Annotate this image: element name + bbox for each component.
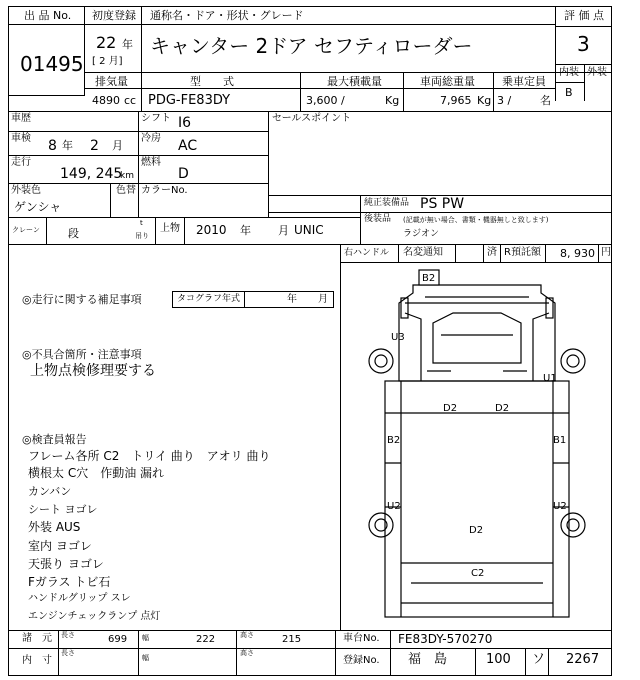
inspector-line: Fガラス トビ石 <box>28 575 111 589</box>
lot-label: 出 品 No. <box>24 9 72 22</box>
exterior-grade-label: 外装 <box>587 67 607 78</box>
grade-label: 評 価 点 <box>564 9 604 22</box>
inspection-year-unit: 年 <box>62 139 73 152</box>
name-change-label: 名変通知 <box>403 247 443 258</box>
vin-label: 車台No. <box>343 633 380 644</box>
mark-b2-left: B2 <box>387 435 401 446</box>
cooler-value: AC <box>178 138 198 154</box>
exterior-color-label: 外装色 <box>11 185 41 196</box>
right-hand-drive-label: 右ハンドル <box>344 248 390 258</box>
recycle-amount: 8, 930 <box>560 247 595 260</box>
plate-label: 登録No. <box>343 655 380 666</box>
fuel-value: D <box>178 166 189 182</box>
mark-u2-left: U2 <box>387 501 401 512</box>
body-year-unit: 年 <box>240 224 251 237</box>
crane-ton-unit: t <box>140 219 143 227</box>
plate-region: 福 島 <box>408 652 448 667</box>
tachograph-year-unit: 年 <box>287 294 297 305</box>
color-code-label: カラーNo. <box>141 185 188 196</box>
inner-dimensions-label: 内 寸 <box>22 655 52 666</box>
height-label: 高さ <box>240 631 254 639</box>
max-load-label: 最大積載量 <box>327 75 382 88</box>
aftermarket-value: ラジオン <box>403 229 440 239</box>
inspector-line: カンバン <box>28 485 72 498</box>
fuel-label: 燃料 <box>141 157 161 168</box>
tachograph-month-unit: 月 <box>318 294 328 305</box>
mark-d2-right: D2 <box>495 403 510 414</box>
registration-year: 22 <box>96 33 117 52</box>
lot-number: 01495 <box>20 52 84 76</box>
length-label: 長さ <box>61 631 75 639</box>
recycle-done: 済 <box>487 247 497 258</box>
max-load-unit: Kg <box>385 94 400 107</box>
registration-month: [ 2 月] <box>92 56 123 67</box>
capacity-unit: 名 <box>540 94 551 107</box>
defect-line: 上物点検修理要する <box>30 363 156 379</box>
mileage-value: 149, 245 <box>60 166 123 182</box>
outer-width: 222 <box>196 634 216 645</box>
recycle-label: R預託額 <box>504 247 541 258</box>
outer-length: 699 <box>108 634 128 645</box>
crane-label: クレーン <box>12 226 40 234</box>
body-maker: UNIC <box>294 223 324 237</box>
sales-point-label: セールスポイント <box>272 113 352 124</box>
exterior-color-value: ゲンシャ <box>14 200 62 214</box>
inspector-line: エンジンチェックランプ 点灯 <box>28 611 161 622</box>
options-value: PS PW <box>420 196 465 212</box>
color-change-label: 色替 <box>116 185 136 196</box>
plate-number: 2267 <box>566 652 600 667</box>
overall-grade: 3 <box>577 32 590 56</box>
aftermarket-label: 後装品 <box>364 214 392 224</box>
inner-height-label: 高さ <box>240 649 254 657</box>
inspection-year: 8 <box>48 138 57 154</box>
inspector-line: 室内 ヨゴレ <box>28 539 92 553</box>
model-value: PDG-FE83DY <box>148 93 231 108</box>
mark-b2-top: B2 <box>422 273 436 284</box>
aftermarket-note: (記載が無い場合、書類・機器無しと致します) <box>403 216 549 224</box>
inspector-line: ハンドルグリップ スレ <box>28 593 131 604</box>
inspection-month-unit: 月 <box>112 139 123 152</box>
first-registration-label: 初度登録 <box>92 9 136 22</box>
inspector-line: フレーム各所 C2 トリイ 曲り アオリ 曲り <box>28 449 271 463</box>
mark-d2-bed: D2 <box>469 525 484 536</box>
crane-stage-unit: 段 <box>68 227 79 240</box>
inspector-title: ◎検査員報告 <box>22 433 87 446</box>
registration-year-unit: 年 <box>122 38 133 51</box>
plate-class: 100 <box>486 652 511 667</box>
capacity-label: 乗車定員 <box>502 75 546 88</box>
interior-grade-label: 内装 <box>559 67 579 78</box>
driving-notes-title: ◎走行に関する補足事項 <box>22 293 142 306</box>
inspection-month: 2 <box>90 138 99 154</box>
vehicle-name: キャンター 2ドア セフティローダー <box>150 34 473 58</box>
vin-value: FE83DY-570270 <box>398 632 493 646</box>
displacement-value: 4890 <box>92 94 120 107</box>
truck-damage-diagram <box>341 263 611 629</box>
history-label: 車歴 <box>11 113 31 124</box>
mark-c2: C2 <box>471 568 485 579</box>
inner-length-label: 長さ <box>61 649 75 657</box>
inspector-line: 外装 AUS <box>28 520 81 534</box>
mark-b1: B1 <box>553 435 567 446</box>
model-label: 型 式 <box>190 75 234 88</box>
cooler-label: 冷房 <box>141 133 161 144</box>
mark-d2-left: D2 <box>443 403 458 414</box>
outer-height: 215 <box>282 634 302 645</box>
options-label: 純正装備品 <box>364 198 410 208</box>
body-year: 2010 <box>196 223 227 237</box>
mark-u1: U1 <box>543 373 557 384</box>
capacity-value: 3 / <box>497 94 512 107</box>
shift-label: シフト <box>141 113 171 124</box>
shift-value: I6 <box>178 115 192 131</box>
crane-hoist-label: 吊り <box>135 232 149 240</box>
mileage-label: 走行 <box>11 157 31 168</box>
inspector-line: 横根太 C穴 作動油 漏れ <box>28 466 165 480</box>
interior-grade: B <box>565 86 573 99</box>
inner-width-label: 幅 <box>142 654 149 662</box>
body-label: 上物 <box>160 223 180 234</box>
plate-kana: ソ <box>532 652 546 667</box>
inspector-line: シート ヨゴレ <box>28 503 98 516</box>
displacement-label: 排気量 <box>95 75 128 88</box>
width-label: 幅 <box>142 634 149 642</box>
defects-title: ◎不具合箇所・注意事項 <box>22 348 142 361</box>
max-load-value: 3,600 / <box>306 94 345 107</box>
mileage-unit: km <box>120 171 134 181</box>
displacement-unit: cc <box>124 94 137 107</box>
vehicle-name-label: 通称名・ドア・形状・グレード <box>150 9 304 22</box>
body-month-unit: 月 <box>278 224 289 237</box>
inspection-label: 車検 <box>11 133 31 144</box>
tachograph-label: タコグラフ年式 <box>177 294 241 304</box>
gross-weight-label: 車両総重量 <box>420 75 475 88</box>
gross-weight-unit: Kg <box>477 94 492 107</box>
mark-u3: U3 <box>391 332 405 343</box>
inspector-line: 天張り ヨゴレ <box>28 557 104 571</box>
mark-u2-right: U2 <box>553 501 567 512</box>
outer-dimensions-label: 諸 元 <box>22 633 52 644</box>
recycle-unit: 円 <box>601 247 611 258</box>
gross-weight-value: 7,965 <box>440 94 472 107</box>
